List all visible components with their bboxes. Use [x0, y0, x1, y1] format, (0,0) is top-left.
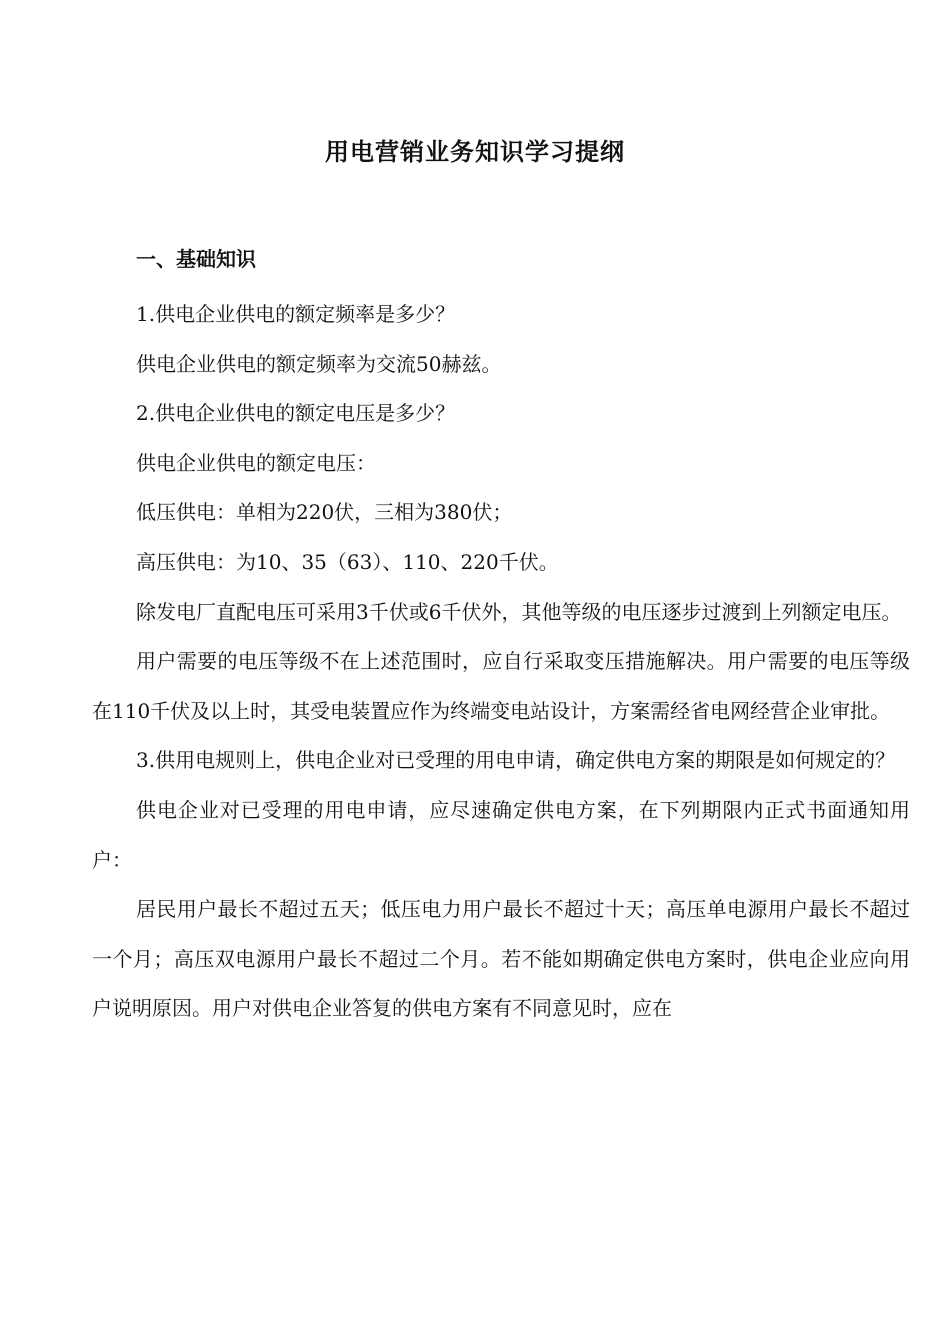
paragraph-q2: 2.供电企业供电的额定电压是多少？	[136, 401, 456, 426]
document-title: 用电营销业务知识学习提纲	[325, 138, 625, 166]
paragraph-a2-intro: 供电企业供电的额定电压：	[136, 450, 376, 475]
paragraph-high-voltage: 高压供电：为10、35（63）、110、220千伏。	[136, 549, 559, 574]
document-body	[92, 290, 910, 1034]
paragraph-low-voltage: 低压供电：单相为220伏，三相为380伏；	[136, 500, 513, 525]
paragraph-q3: 3.供用电规则上，供电企业对已受理的用电申请，确定供电方案的期限是如何规定的？	[136, 748, 896, 773]
paragraph-q1: 1.供电企业供电的额定频率是多少？	[136, 302, 456, 326]
paragraph-power-plant: 除发电厂直配电压可采用3千伏或6千伏外，其他等级的电压逐步过渡到上列额定电压。	[136, 599, 902, 624]
paragraph-a3-intro: 供电企业对已受理的用电申请，应尽速确定供电方案，在下列期限内正式书面通知用户：	[92, 797, 910, 872]
paragraph-a3-limits: 居民用户最长不超过五天；低压电力用户最长不超过十天；高压单电源用户最长不超过一个月；高压双电源用户最长不超过二个月。若不能如期确定供电方案时，供电企业应向用户说明原因。用户对供电企业答复的供电方案有不同意见时，应在	[92, 897, 910, 1021]
paragraph-user-voltage: 用户需要的电压等级不在上述范围时，应自行采取变压措施解决。用户需要的电压等级在110千伏及以上时，其受电装置应作为终端变电站设计，方案需经省电网经营企业审批。	[92, 649, 910, 723]
section-heading: 一、基础知识	[136, 247, 256, 271]
paragraph-a1: 供电企业供电的额定频率为交流50赫兹。	[136, 351, 502, 376]
